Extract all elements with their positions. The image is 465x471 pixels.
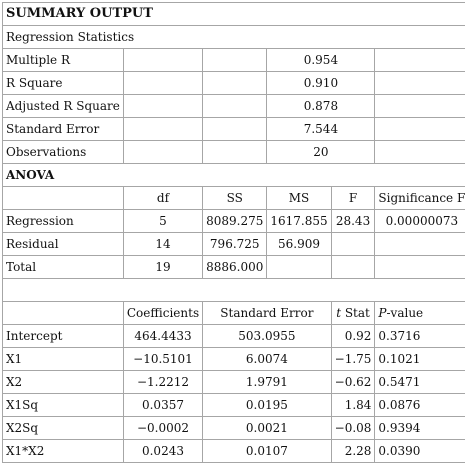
regression-statistics-header: Regression Statistics bbox=[3, 26, 465, 49]
coef-value: 0.0243 bbox=[123, 440, 202, 463]
stat-row bbox=[3, 118, 465, 141]
coef-label: X2 bbox=[3, 371, 124, 394]
anova-col-ms: MS bbox=[267, 187, 331, 210]
coef-standard-error: 0.0195 bbox=[203, 394, 332, 417]
coef-label: X1Sq bbox=[3, 394, 124, 417]
stat-label: R Square bbox=[3, 72, 124, 95]
coef-label: X1 bbox=[3, 348, 124, 371]
summary-output-table bbox=[2, 2, 465, 463]
coefficient-row bbox=[3, 371, 465, 394]
coef-standard-error: 0.0107 bbox=[203, 440, 332, 463]
anova-ss: 8886.000 bbox=[203, 256, 267, 279]
col-standard-error: Standard Error bbox=[203, 302, 332, 325]
anova-df: 19 bbox=[123, 256, 202, 279]
coef-value: −0.0002 bbox=[123, 417, 202, 440]
anova-row-label: Residual bbox=[3, 233, 124, 256]
col-coefficients: Coefficients bbox=[123, 302, 202, 325]
coef-t-stat: −1.75 bbox=[331, 348, 375, 371]
coef-p-value: 0.5471 bbox=[375, 371, 465, 394]
anova-significance-f: 0.00000073 bbox=[375, 210, 465, 233]
coef-standard-error: 0.0021 bbox=[203, 417, 332, 440]
coef-p-value: 0.0876 bbox=[375, 394, 465, 417]
coef-value: 0.0357 bbox=[123, 394, 202, 417]
anova-row bbox=[3, 233, 465, 256]
coef-standard-error: 1.9791 bbox=[203, 371, 332, 394]
anova-row-label: Total bbox=[3, 256, 124, 279]
coef-t-stat: 2.28 bbox=[331, 440, 375, 463]
col-t-stat: t Stat bbox=[331, 302, 375, 325]
anova-header: ANOVA bbox=[3, 164, 465, 187]
coef-t-stat: 0.92 bbox=[331, 325, 375, 348]
coefficient-row bbox=[3, 325, 465, 348]
anova-header-row bbox=[3, 164, 465, 187]
coef-t-stat: −0.62 bbox=[331, 371, 375, 394]
coefficient-row bbox=[3, 394, 465, 417]
anova-df: 5 bbox=[123, 210, 202, 233]
anova-row bbox=[3, 210, 465, 233]
coef-p-value: 0.0390 bbox=[375, 440, 465, 463]
coef-label: Intercept bbox=[3, 325, 124, 348]
anova-col-ss: SS bbox=[203, 187, 267, 210]
stat-row bbox=[3, 141, 465, 164]
coef-p-value: 0.1021 bbox=[375, 348, 465, 371]
coef-t-stat: −0.08 bbox=[331, 417, 375, 440]
coef-standard-error: 6.0074 bbox=[203, 348, 332, 371]
coef-value: −1.2212 bbox=[123, 371, 202, 394]
coef-label: X1*X2 bbox=[3, 440, 124, 463]
stat-row bbox=[3, 95, 465, 118]
regression-statistics-header-row bbox=[3, 26, 465, 49]
coef-p-value: 0.9394 bbox=[375, 417, 465, 440]
coef-p-value: 0.3716 bbox=[375, 325, 465, 348]
anova-col-significance-f: Significance F bbox=[375, 187, 465, 210]
stat-label: Standard Error bbox=[3, 118, 124, 141]
anova-ms: 1617.855 bbox=[267, 210, 331, 233]
stat-value: 0.878 bbox=[267, 95, 375, 118]
anova-column-header-row bbox=[3, 187, 465, 210]
col-p-value: P-value bbox=[375, 302, 465, 325]
anova-ss: 8089.275 bbox=[203, 210, 267, 233]
stat-value: 0.954 bbox=[267, 49, 375, 72]
coef-label: X2Sq bbox=[3, 417, 124, 440]
anova-df: 14 bbox=[123, 233, 202, 256]
coefficient-row bbox=[3, 348, 465, 371]
stat-value: 20 bbox=[267, 141, 375, 164]
blank-row bbox=[3, 279, 465, 302]
anova-row-label: Regression bbox=[3, 210, 124, 233]
stat-value: 7.544 bbox=[267, 118, 375, 141]
coefficient-row bbox=[3, 417, 465, 440]
anova-ss: 796.725 bbox=[203, 233, 267, 256]
stat-row bbox=[3, 72, 465, 95]
anova-col-f: F bbox=[331, 187, 375, 210]
stat-row bbox=[3, 49, 465, 72]
coef-t-stat: 1.84 bbox=[331, 394, 375, 417]
coef-standard-error: 503.0955 bbox=[203, 325, 332, 348]
stat-label: Observations bbox=[3, 141, 124, 164]
summary-title: SUMMARY OUTPUT bbox=[3, 3, 465, 26]
coef-value: −10.5101 bbox=[123, 348, 202, 371]
anova-col-df: df bbox=[123, 187, 202, 210]
stat-label: Adjusted R Square bbox=[3, 95, 124, 118]
anova-f: 28.43 bbox=[331, 210, 375, 233]
coefficients-header-row bbox=[3, 302, 465, 325]
coefficient-row bbox=[3, 440, 465, 463]
anova-ms: 56.909 bbox=[267, 233, 331, 256]
stat-label: Multiple R bbox=[3, 49, 124, 72]
coef-value: 464.4433 bbox=[123, 325, 202, 348]
anova-row bbox=[3, 256, 465, 279]
title-row bbox=[3, 3, 465, 26]
stat-value: 0.910 bbox=[267, 72, 375, 95]
